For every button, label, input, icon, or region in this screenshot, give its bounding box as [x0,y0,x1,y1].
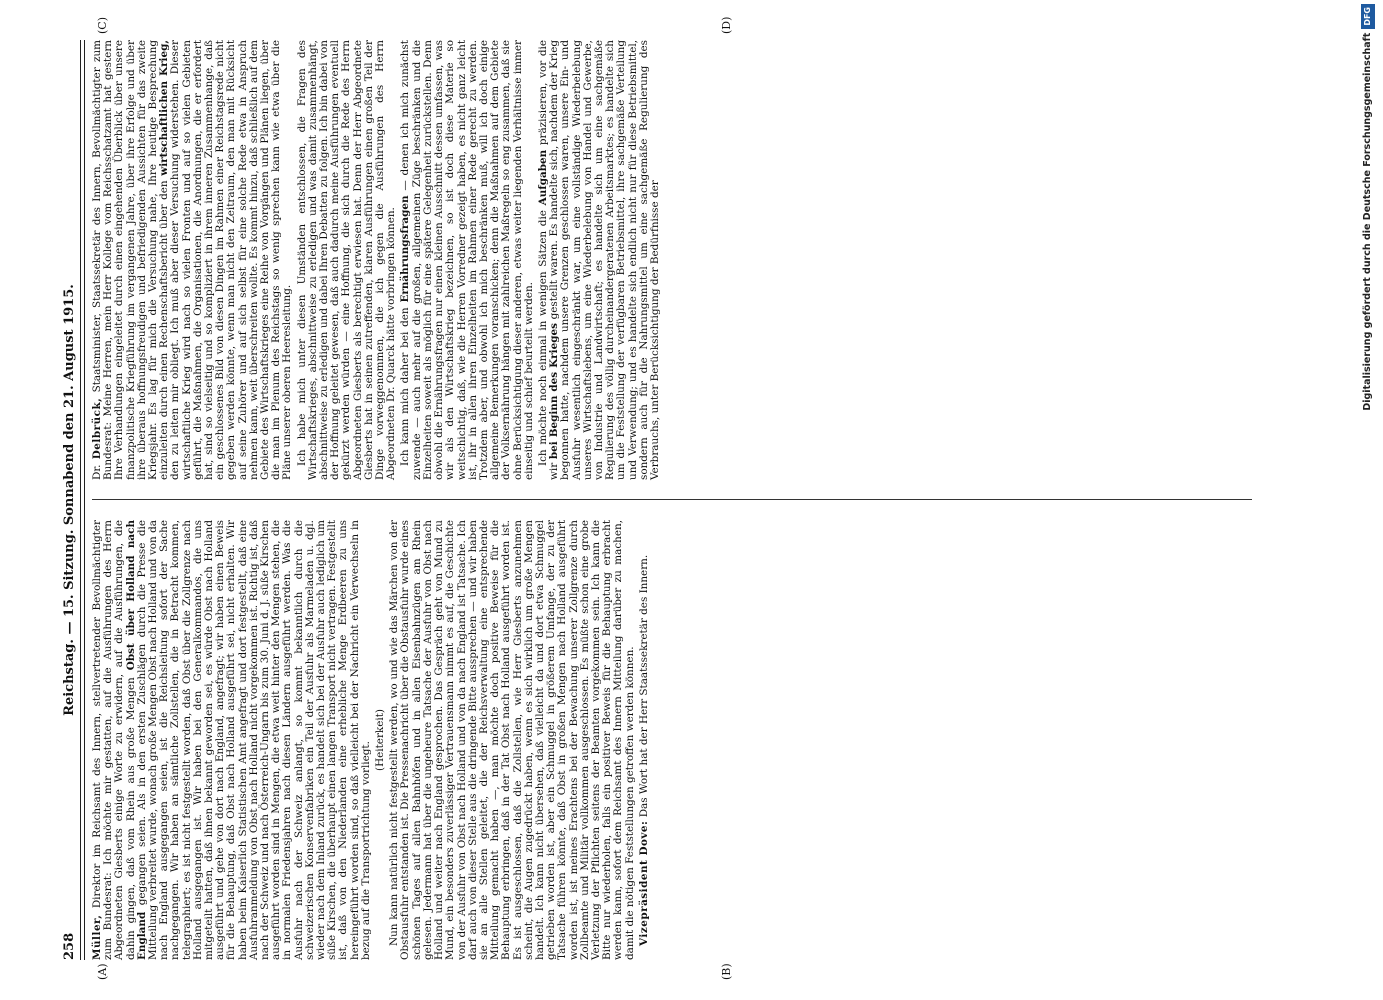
margin-marker-d: (D) [720,16,733,34]
paragraph-text: Das Wort hat der Herr Staatssekretär des Innern. [637,554,650,821]
page-title: Reichstag. — 15. Sitzung. Sonnabend den 21. August 1915. [62,284,77,716]
page-number: 258 [62,932,77,960]
column-divider [92,499,1252,500]
speaker-name: Vizepräsident Dove: [637,820,650,946]
margin-marker-c: (C) [96,17,109,34]
paragraph-delbrueck [92,40,294,480]
paragraph-ernaehrung [400,40,534,480]
speaker-name: Delbrück, [91,397,103,460]
bold-phrase: Obst über Holland nach England [124,520,148,960]
digitization-footer [1356,4,1380,994]
right-column [92,40,664,480]
funding-note: Digitalisierung gefördert durch die Deutsche Forschungsgemeinschaft [1362,32,1373,411]
paragraph-text: gegangen seien. Als in den ersten Zuschlägen durch die Presse die Mitteilung verbreitet wurde, wonach große Mengen Obst nach Holland und von da nach England ausgegangen seien, ist die Reichsleitung sofort der Sache nachgegangen. Wir haben an sämtliche Zollstellen, die in Betracht kommen, telegraphiert; es ist nicht festgestellt worden, daß Obst über die Zollgrenze nach Holland ausgegangen ist. Wir haben bei den Generalkommandos, die uns mitgeteilt hatten, daß ihnen bekannt geworden sei, es würde Obst nach Holland ausgeführt und gehe von dort nach England, angefragt; wir haben einen Beweis für die Behauptung, daß Obst nach Holland ausgeführt sei, nicht erhalten. Wir haben beim Kaiserlich Statistischen Amt angefragt und dort festgestellt, daß eine Ausfuhranmeldung von Obst nach Holland nicht vorgekommen ist. Richtig ist, daß nach der Schweiz und nach Österreich-Ungarn bis zum 30. Juni d. J. süße Kirschen ausgeführt worden sind in Mengen, die etwa weit hinter den Mengen stehen, die in normalen Friedensjahren nach diesen Ländern ausgeführt werden. Was die Ausfuhr nach der Schweiz anlangt, so kommt bekanntlich durch die schweizerischen Konservenfabriken ein Teil der Ausfuhr als Marmeladen u. dgl. wieder nach dem Inland zurück, es handelt sich bei der Ausfuhr auch lediglich um süße Kirschen, die überhaupt einen langen Transport nicht vertragen. Festgestellt ist, daß von den Niederlanden eine erhebliche Menge Erdbeeren zu uns hereingeführt worden sind, so daß vielleicht bei der Nachricht ein Verwechseln in bezug auf die Transportrichtung vorliegt. [135,520,372,960]
left-column [92,520,653,960]
paragraph-text: präzisieren, vor die wir [536,40,561,480]
paragraph-text: — denen ich mich zunächst zuwende — auch mehr auf die großen, allgemeinen Züge beschränken und die Einzelheiten soweit als möglich für eine spätere Gelegenheit zurückstellen. Denn obwohl die Ernährungsfragen nur einen kleinen Ausschnitt dessen umfassen, was wir als den Wirtschaftskrieg bezeichnen, so ist doch diese Materie so weitschichtig, daß, wie die Herren Vorredner gezeigt haben, es nicht ganz leicht ist, ihr in allen ihren Einzelheiten im Rahmen einer Rede gerecht zu werden. Trotzdem aber, und obwohl ich mich beschränken muß, will ich doch einige allgemeine Bemerkungen voranschicken; denn die Maßnahmen auf dem Gebiete der Volksernährung hängen mit zahlreichen Maßregeln so eng zusammen, daß sie ohne Berücksichtigung dieser anderen, etwas weiter liegenden Verhältnisse immer einseitig und schief beurteilt werden. [399,40,535,480]
paragraph-text: den zu leiten mir obliegt. Ich muß aber dieser Versuchung widerstehen. Dieser wirtschaftliche Krieg wird nach so vielen Fronten und auf so vielen Gebieten geführt, die Maßnahmen, die Organisationen, die Anordnungen, die er erfordert hat, sind so vielseitig und so kompliziert in ihrem inneren Zusammenhange, daß ein geschlossenes Bild von diesen Dingen im Rahmen einer Reichstagsrede nicht gegeben werden könnte, wenn man nicht den Zeitraum, den man mit Rücksicht auf seine Zuhörer und auf sich selbst für eine solche Rede etwa in Anspruch nehmen kann, weit überschreiten wollte. Es kommt hinzu, daß schließlich auf dem Gebiete des Wirtschaftskrieges eine Reihe von Vorgängen und Plänen liegen, über die man im Plenum des Reichstags so wenig sprechen kann wie etwa über die Pläne unserer oberen Heeresleitung. [169,40,294,480]
header-rule [84,40,85,960]
speaker-name: Müller, [91,914,103,960]
paragraph-dove [639,520,650,960]
paragraph-text: Nun kann natürlich nicht festgestellt werden, wo und wie das Märchen von der Obstausfuhr entstanden ist. Die Pressenachricht über die Obstausfuhr wurde eines schönen Tages auf allen Bahnhöfen und in allen Eisenbahnzügen am Rhein gelesen. Jedermann hat über die ungeheure Tatsache der Ausfuhr von Obst nach Holland und weiter nach England gesprochen. Das Gespräch geht von Mund zu Mund, ein besonders zuverlässiger Vertrauensmann nimmt es auf, die Geschichte von der Ausfuhr von Obst nach Holland und von da nach England ist Tatsache. Ich darf auch von dieser Stelle aus die dringende Bitte aussprechen — und wir haben sie an alle Stellen geleitet, die der Reichsverwaltung eine entsprechende Mitteilung gemacht haben —, man möchte doch positive Beweise für die Behauptung erbringen, daß in der Tat Obst nach Holland ausgeführt worden ist. Es ist ausgeschlossen, daß die Zollstellen, wie Herr Giesberts anzunehmen scheint, die Augen zugedrückt haben, wenn es sich wirklich um große Mengen handelt. Ich kann nicht übersehen, daß vielleicht da und dort etwa Schmuggel getrieben worden ist, aber ein Schmuggel in größerem Umfange, der zu der Tatsache führen könnte, daß Obst in großen Mengen nach Holland ausgeführt worden ist, ist meines Erachtens bei der Bewachung unserer Zollgrenze durch Zollbeamte und Militär vollkommen ausgeschlossen. Es müßte schon eine grobe Verletzung der Pflichten seitens der Beamten vorgekommen sein. Ich kann die Bitte nur wiederholen, falls ein positiver Beweis für die Behauptung erbracht werden kann, sofort dem Reichsamt des Innern Mitteilung darüber zu machen, damit die nötigen Feststellungen getroffen werden können. [388,520,636,960]
footer-text-wrapper [1356,4,1380,994]
bold-phrase: wirtschaftlichen Krieg, [158,40,171,176]
speaker-title: Dr. [91,459,103,480]
paragraph-text: Staatsminister, Staatssekretär des Innern, Bevollmächtigter zum Bundesrat: Meine Herren, mein Herr Kollege vom Reichsschatzamt hat gestern Ihre Verhandlungen eingeleitet durch einen eingehenden Überblick über unsere finanzpolitische Kriegführung im vergangenen Jahre, über ihre Erfolge und über ihre überaus hoffnungsfreudigen und befriedigenden Aussichten für das zweite Kriegsjahr. Es lag für mich die Versuchung nahe, Ihre heutige Besprechung einzuleiten durch einen Rechenschaftsbericht über den [91,40,171,480]
margin-marker-a: (A) [96,963,109,980]
page-header [62,40,81,960]
paragraph-text: Direktor im Reichsamt des Innern, stellvertretender Bevollmächtigter zum Bundesrat: Ich möchte mir gestatten, auf die Ausführungen des Herrn Abgeordneten Giesberts einige Worte zu erwidern, auf die Ausführungen, die dahin gingen, daß vom Rhein aus große Mengen [91,520,137,960]
dfg-logo: DFG [1361,4,1375,29]
paragraph-text: Ich möchte noch einmal in wenigen Sätzen die [536,205,549,466]
paragraph-text: gestellt waren. Es handelte sich, nachdem der Krieg begonnen hatte, nachdem unsere Grenzen geschlossen waren, unsere Ein- und Ausfuhr wesentlich eingeschränkt war, um eine vollständige Wiederbelebung unseres Wirtschaftslebens, um eine Wiederbelebung von Handel und Gewerbe, von Industrie und Landwirtschaft; es handelte sich um eine sachgemäße Regulierung des völlig durcheinandergeratenen Arbeitsmarktes; es handelte sich um die Feststellung der verfügbaren Betriebsmittel, ihre sachgemäße Verteilung und Verwendung; und es handelte sich endlich nicht nur für diese Betriebsmittel, sondern auch für die Nahrungsmittel um eine sachgemäße Regulierung des Verbrauchs, unter Berücksichtigung der Bedürfnisse der [548,40,661,480]
margin-marker-b: (B) [720,963,733,980]
paragraph-text: Ich kann mich daher bei den [399,302,412,466]
paragraph-mueller [92,520,372,960]
bold-phrase: Ernährungsfragen [399,195,412,303]
bold-phrase: Aufgaben [536,149,549,206]
paragraph-text: Ich habe mich unter diesen Umständen entschlossen, die Fragen des Wirtschaftskrieges, abschnittweise zu erledigen und was damit zusammenhängt, abschnittweise zu erledigen und dabei Ihren Debatten zu folgen. Ich bin dabei von der Hoffnung geleitet gewesen, daß auch dadurch meine Ausführungen eventuell gekürzt werden würden — eine Hoffnung, die sich durch die Rede des Herrn Abgeordneten Giesberts als berechtigt erwiesen hat. Denn der Herr Abgeordnete Giesberts hat in seinen zutreffenden, klaren Ausführungen einen großen Teil der Dinge vorweggenommen, die ich gegen die Ausführungen des Herrn Abgeordneten Dr. Quarck hätte vorbringen können. [295,40,398,480]
bold-phrase: bei Beginn des Krieges [548,323,561,460]
interjection: (Heiterkeit) [374,709,387,771]
paragraph-aufgaben [538,40,661,480]
